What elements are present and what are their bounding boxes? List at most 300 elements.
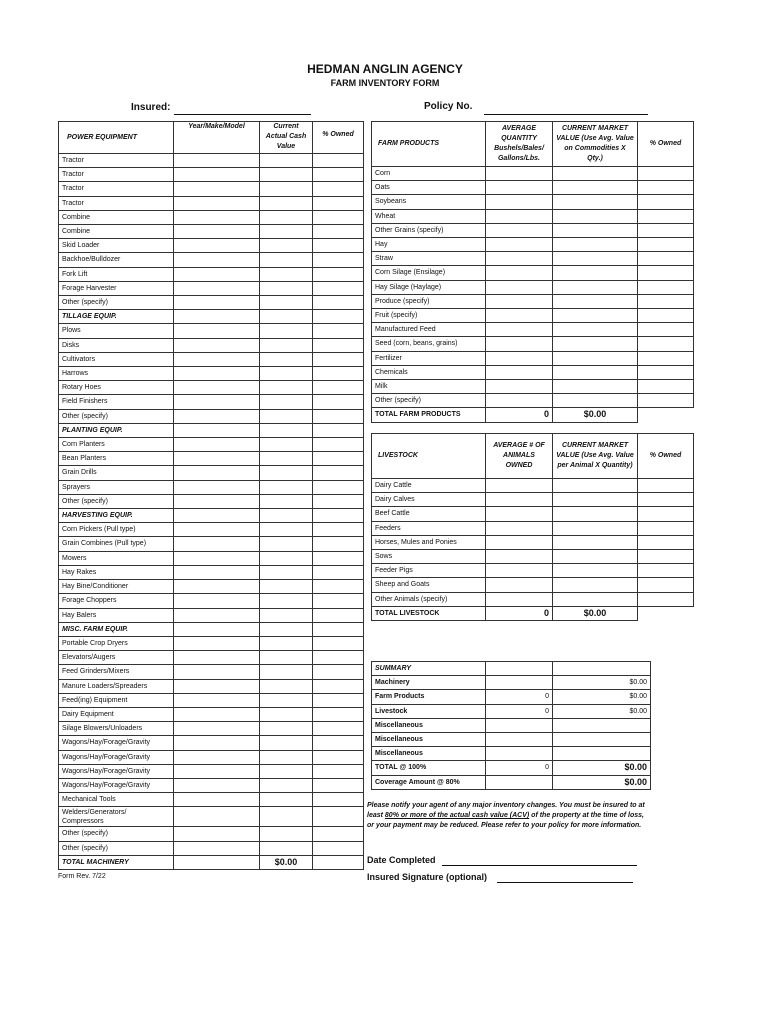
year-make-model-cell[interactable] [174, 452, 260, 466]
percent-owned-cell[interactable] [313, 537, 364, 551]
percent-owned-cell[interactable] [313, 281, 364, 295]
cash-value-cell[interactable] [260, 651, 313, 665]
percent-owned-cell[interactable] [313, 367, 364, 381]
percent-owned-cell[interactable] [313, 253, 364, 267]
item-label: Elevators/Augers [59, 651, 174, 665]
summary-quantity[interactable]: 0 [486, 690, 553, 704]
year-make-model-cell [174, 423, 260, 437]
cash-value-cell[interactable] [260, 679, 313, 693]
table-row [59, 841, 364, 855]
percent-owned-cell[interactable] [313, 239, 364, 253]
percent-owned-cell[interactable] [313, 608, 364, 622]
year-make-model-cell[interactable] [174, 665, 260, 679]
year-make-model-cell[interactable] [174, 764, 260, 778]
year-make-model-cell[interactable] [174, 636, 260, 650]
quantity-cell[interactable] [486, 380, 553, 394]
percent-owned-cell[interactable] [638, 479, 694, 493]
market-value-cell[interactable] [553, 564, 638, 578]
year-make-model-cell[interactable] [174, 267, 260, 281]
cash-value-cell[interactable] [260, 168, 313, 182]
item-label: Tractor [59, 154, 174, 168]
market-value-cell[interactable] [553, 479, 638, 493]
summary-value[interactable]: $0.00 [553, 775, 651, 789]
form-revision: Form Rev. 7/22 [58, 873, 106, 880]
percent-owned-cell[interactable] [313, 352, 364, 366]
cash-value-cell[interactable] [260, 196, 313, 210]
percent-owned-cell[interactable] [313, 523, 364, 537]
year-make-model-cell[interactable] [174, 210, 260, 224]
table-row [59, 196, 364, 210]
quantity-cell[interactable] [486, 394, 553, 408]
percent-owned-cell[interactable] [313, 480, 364, 494]
market-value-cell[interactable] [553, 252, 638, 266]
market-value-cell[interactable] [553, 493, 638, 507]
quantity-cell[interactable] [486, 181, 553, 195]
col-livestock: LIVESTOCK [372, 434, 486, 479]
total-quantity: 0 [486, 606, 553, 620]
percent-owned-cell[interactable] [638, 195, 694, 209]
table-row [59, 338, 364, 352]
year-make-model-cell[interactable] [174, 154, 260, 168]
percent-owned-cell[interactable] [313, 395, 364, 409]
percent-owned-cell[interactable] [638, 507, 694, 521]
cash-value-cell[interactable] [260, 267, 313, 281]
table-row [372, 167, 694, 181]
percent-owned-cell[interactable] [638, 223, 694, 237]
percent-owned-cell[interactable] [313, 722, 364, 736]
table-row [59, 381, 364, 395]
year-make-model-cell[interactable] [174, 565, 260, 579]
market-value-cell[interactable] [553, 181, 638, 195]
summary-label: Miscellaneous [372, 747, 486, 761]
percent-owned-cell[interactable] [313, 452, 364, 466]
table-row [59, 253, 364, 267]
cash-value-cell[interactable] [260, 324, 313, 338]
cash-value-cell[interactable] [260, 381, 313, 395]
percent-owned-cell[interactable] [313, 580, 364, 594]
summary-quantity[interactable] [486, 775, 553, 789]
quantity-cell[interactable] [486, 266, 553, 280]
quantity-cell[interactable] [486, 365, 553, 379]
summary-quantity[interactable] [486, 718, 553, 732]
summary-value[interactable] [553, 747, 651, 761]
section-label: TILLAGE EQUIP. [59, 310, 174, 324]
quantity-cell[interactable] [486, 521, 553, 535]
summary-quantity[interactable] [486, 733, 553, 747]
table-row [372, 592, 694, 606]
table-row [59, 827, 364, 841]
cash-value-cell[interactable] [260, 722, 313, 736]
year-make-model-cell[interactable] [174, 281, 260, 295]
year-make-model-cell[interactable] [174, 381, 260, 395]
market-value-cell[interactable] [553, 294, 638, 308]
year-make-model-cell[interactable] [174, 409, 260, 423]
percent-owned-cell[interactable] [313, 381, 364, 395]
summary-quantity[interactable]: 0 [486, 761, 553, 775]
percent-owned-cell[interactable] [313, 324, 364, 338]
table-row [372, 550, 694, 564]
table-row [372, 337, 694, 351]
summary-value[interactable]: $0.00 [553, 676, 651, 690]
cash-value-cell[interactable] [260, 551, 313, 565]
year-make-model-cell[interactable] [174, 841, 260, 855]
cash-value-cell[interactable] [260, 707, 313, 721]
percent-owned-cell[interactable] [313, 409, 364, 423]
total-label: TOTAL FARM PRODUCTS [372, 408, 486, 422]
cash-value-cell[interactable] [260, 210, 313, 224]
cash-value-cell[interactable] [260, 736, 313, 750]
percent-owned-cell[interactable] [638, 394, 694, 408]
year-make-model-cell[interactable] [174, 594, 260, 608]
percent-owned-cell[interactable] [638, 167, 694, 181]
market-value-cell[interactable] [553, 578, 638, 592]
year-make-model-cell[interactable] [174, 651, 260, 665]
quantity-cell[interactable] [486, 550, 553, 564]
percent-owned-cell[interactable] [313, 296, 364, 310]
table-row [59, 239, 364, 253]
col-farm-products: FARM PRODUCTS [372, 122, 486, 167]
percent-owned-cell[interactable] [313, 793, 364, 807]
cash-value-cell[interactable] [260, 239, 313, 253]
date-completed-field[interactable] [442, 865, 637, 866]
percent-owned-cell[interactable] [638, 294, 694, 308]
summary-value[interactable]: $0.00 [553, 761, 651, 775]
percent-owned-cell[interactable] [638, 238, 694, 252]
summary-quantity[interactable] [486, 747, 553, 761]
year-make-model-cell[interactable] [174, 466, 260, 480]
percent-owned-cell[interactable] [638, 535, 694, 549]
market-value-cell[interactable] [553, 167, 638, 181]
percent-owned-cell[interactable] [313, 750, 364, 764]
percent-owned-cell[interactable] [313, 594, 364, 608]
year-make-model-cell[interactable] [174, 324, 260, 338]
item-label: Corn Silage (Ensilage) [372, 266, 486, 280]
table-row [59, 267, 364, 281]
cash-value-cell[interactable] [260, 253, 313, 267]
market-value-cell[interactable] [553, 550, 638, 564]
percent-owned-cell[interactable] [638, 521, 694, 535]
cash-value-cell[interactable] [260, 594, 313, 608]
market-value-cell[interactable] [553, 238, 638, 252]
quantity-cell[interactable] [486, 323, 553, 337]
summary-label: Miscellaneous [372, 733, 486, 747]
year-make-model-cell[interactable] [174, 239, 260, 253]
year-make-model-cell[interactable] [174, 182, 260, 196]
quantity-cell[interactable] [486, 337, 553, 351]
market-value-cell[interactable] [553, 280, 638, 294]
item-label: Corn Planters [59, 438, 174, 452]
cash-value-cell[interactable] [260, 750, 313, 764]
table-row [59, 225, 364, 239]
percent-owned-cell[interactable] [313, 665, 364, 679]
total-machinery-value: $0.00 [260, 855, 313, 869]
summary-value[interactable] [553, 718, 651, 732]
percent-owned-cell[interactable] [638, 564, 694, 578]
market-value-cell[interactable] [553, 337, 638, 351]
policy-label: Policy No. [424, 101, 473, 112]
market-value-cell[interactable] [553, 507, 638, 521]
table-row [59, 281, 364, 295]
summary-value[interactable]: $0.00 [553, 704, 651, 718]
table-row [372, 564, 694, 578]
percent-owned-cell[interactable] [313, 841, 364, 855]
percent-owned-cell[interactable] [313, 651, 364, 665]
section-label: PLANTING EQUIP. [59, 423, 174, 437]
percent-owned-cell[interactable] [313, 196, 364, 210]
percent-owned-cell[interactable] [313, 679, 364, 693]
year-make-model-cell[interactable] [174, 352, 260, 366]
summary-label: Coverage Amount @ 80% [372, 775, 486, 789]
market-value-cell[interactable] [553, 535, 638, 549]
percent-owned-cell[interactable] [313, 764, 364, 778]
policy-number-field[interactable] [484, 114, 648, 115]
percent-owned-cell[interactable] [638, 380, 694, 394]
percent-owned-cell[interactable] [638, 280, 694, 294]
year-make-model-cell[interactable] [174, 168, 260, 182]
market-value-cell[interactable] [553, 380, 638, 394]
year-make-model-cell[interactable] [174, 778, 260, 792]
year-make-model-cell[interactable] [174, 338, 260, 352]
percent-owned-cell[interactable] [638, 592, 694, 606]
year-make-model-cell[interactable] [174, 707, 260, 721]
year-make-model-cell[interactable] [174, 722, 260, 736]
year-make-model-cell[interactable] [174, 253, 260, 267]
cash-value-cell[interactable] [260, 580, 313, 594]
cash-value-cell [260, 622, 313, 636]
col-current-market-value: CURRENT MARKET VALUE (Use Avg. Value per Animal X Quantity) [553, 434, 638, 479]
cash-value-cell[interactable] [260, 793, 313, 807]
cash-value-cell[interactable] [260, 665, 313, 679]
total-label: TOTAL LIVESTOCK [372, 606, 486, 620]
item-label: Tractor [59, 182, 174, 196]
cash-value-cell[interactable] [260, 154, 313, 168]
year-make-model-cell[interactable] [174, 480, 260, 494]
percent-owned-cell[interactable] [313, 466, 364, 480]
item-label: Other (specify) [372, 394, 486, 408]
year-make-model-cell[interactable] [174, 395, 260, 409]
cash-value-cell[interactable] [260, 480, 313, 494]
year-make-model-cell[interactable] [174, 793, 260, 807]
percent-owned-cell[interactable] [313, 827, 364, 841]
cash-value-cell[interactable] [260, 367, 313, 381]
summary-row [372, 690, 651, 704]
percent-owned-cell[interactable] [313, 210, 364, 224]
year-make-model-cell[interactable] [174, 438, 260, 452]
market-value-cell[interactable] [553, 323, 638, 337]
cash-value-cell[interactable] [260, 452, 313, 466]
summary-quantity[interactable]: 0 [486, 704, 553, 718]
item-label: Other Grains (specify) [372, 223, 486, 237]
cash-value-cell[interactable] [260, 778, 313, 792]
year-make-model-cell [174, 622, 260, 636]
market-value-cell[interactable] [553, 195, 638, 209]
year-make-model-cell[interactable] [174, 367, 260, 381]
market-value-cell[interactable] [553, 223, 638, 237]
table-row [59, 736, 364, 750]
year-make-model-cell[interactable] [174, 807, 260, 827]
item-label: Feed(ing) Equipment [59, 693, 174, 707]
summary-label: Livestock [372, 704, 486, 718]
quantity-cell[interactable] [486, 223, 553, 237]
market-value-cell[interactable] [553, 266, 638, 280]
percent-owned-cell[interactable] [638, 266, 694, 280]
percent-owned-cell[interactable] [313, 736, 364, 750]
percent-owned-cell [638, 606, 694, 620]
percent-owned-cell[interactable] [313, 551, 364, 565]
cash-value-cell[interactable] [260, 225, 313, 239]
percent-owned-cell[interactable] [638, 323, 694, 337]
summary-row [372, 704, 651, 718]
market-value-cell[interactable] [553, 209, 638, 223]
item-label: Wagons/Hay/Forage/Gravity [59, 764, 174, 778]
insured-field[interactable] [174, 114, 311, 115]
total-machinery-label: TOTAL MACHINERY [59, 855, 174, 869]
cash-value-cell[interactable] [260, 438, 313, 452]
percent-owned-cell[interactable] [638, 252, 694, 266]
year-make-model-cell[interactable] [174, 608, 260, 622]
table-row [59, 693, 364, 707]
quantity-cell[interactable] [486, 535, 553, 549]
item-label: Mechanical Tools [59, 793, 174, 807]
market-value-cell[interactable] [553, 365, 638, 379]
year-make-model-cell[interactable] [174, 750, 260, 764]
item-label: Sows [372, 550, 486, 564]
percent-owned-cell[interactable] [313, 693, 364, 707]
year-make-model-cell[interactable] [174, 736, 260, 750]
market-value-cell[interactable] [553, 394, 638, 408]
percent-owned-cell[interactable] [313, 267, 364, 281]
quantity-cell[interactable] [486, 493, 553, 507]
summary-value[interactable]: $0.00 [553, 690, 651, 704]
percent-owned-cell[interactable] [638, 493, 694, 507]
col-current-acv: Current Actual Cash Value [260, 122, 313, 154]
percent-owned-cell[interactable] [313, 778, 364, 792]
quantity-cell[interactable] [486, 280, 553, 294]
insured-signature-field[interactable] [497, 882, 633, 883]
market-value-cell[interactable] [553, 592, 638, 606]
cash-value-cell[interactable] [260, 565, 313, 579]
quantity-cell[interactable] [486, 294, 553, 308]
cash-value-cell[interactable] [260, 409, 313, 423]
table-row [372, 323, 694, 337]
percent-owned-cell[interactable] [313, 154, 364, 168]
cash-value-cell[interactable] [260, 827, 313, 841]
item-label: Other Animals (specify) [372, 592, 486, 606]
quantity-cell[interactable] [486, 592, 553, 606]
table-row [59, 466, 364, 480]
percent-owned-cell[interactable] [313, 494, 364, 508]
percent-owned-cell[interactable] [313, 168, 364, 182]
percent-owned-cell[interactable] [313, 182, 364, 196]
quantity-cell[interactable] [486, 209, 553, 223]
percent-owned-cell[interactable] [313, 438, 364, 452]
year-make-model-cell[interactable] [174, 523, 260, 537]
cash-value-cell[interactable] [260, 764, 313, 778]
section-label: MISC. FARM EQUIP. [59, 622, 174, 636]
year-make-model-cell[interactable] [174, 580, 260, 594]
year-make-model-cell[interactable] [174, 537, 260, 551]
summary-value[interactable] [553, 733, 651, 747]
percent-owned-cell[interactable] [638, 365, 694, 379]
quantity-cell[interactable] [486, 507, 553, 521]
percent-owned-cell[interactable] [313, 225, 364, 239]
cash-value-cell[interactable] [260, 807, 313, 827]
percent-owned-cell[interactable] [638, 351, 694, 365]
cash-value-cell[interactable] [260, 395, 313, 409]
market-value-cell[interactable] [553, 351, 638, 365]
quantity-cell[interactable] [486, 309, 553, 323]
quantity-cell[interactable] [486, 578, 553, 592]
year-make-model-cell[interactable] [174, 693, 260, 707]
item-label: Manure Loaders/Spreaders [59, 679, 174, 693]
quantity-cell[interactable] [486, 167, 553, 181]
quantity-cell[interactable] [486, 238, 553, 252]
percent-owned-cell[interactable] [638, 181, 694, 195]
cash-value-cell[interactable] [260, 466, 313, 480]
table-row [59, 352, 364, 366]
cash-value-cell[interactable] [260, 841, 313, 855]
cash-value-cell[interactable] [260, 537, 313, 551]
year-make-model-cell[interactable] [174, 679, 260, 693]
table-row [59, 807, 364, 827]
quantity-cell[interactable] [486, 351, 553, 365]
item-label: Straw [372, 252, 486, 266]
percent-owned-cell[interactable] [638, 578, 694, 592]
cash-value-cell[interactable] [260, 296, 313, 310]
cash-value-cell[interactable] [260, 523, 313, 537]
quantity-cell[interactable] [486, 195, 553, 209]
percent-owned-cell[interactable] [313, 707, 364, 721]
year-make-model-cell[interactable] [174, 827, 260, 841]
table-row [372, 238, 694, 252]
year-make-model-cell[interactable] [174, 296, 260, 310]
cash-value-cell[interactable] [260, 352, 313, 366]
market-value-cell[interactable] [553, 309, 638, 323]
quantity-cell[interactable] [486, 564, 553, 578]
percent-owned-cell[interactable] [313, 807, 364, 827]
percent-owned-cell[interactable] [313, 565, 364, 579]
cash-value-cell[interactable] [260, 494, 313, 508]
quantity-cell[interactable] [486, 479, 553, 493]
quantity-cell[interactable] [486, 252, 553, 266]
notice-text: Please notify your agent of any major inventory changes. You must be insured to at least [367, 802, 645, 819]
cash-value-cell[interactable] [260, 182, 313, 196]
market-value-cell[interactable] [553, 521, 638, 535]
percent-owned-cell[interactable] [638, 309, 694, 323]
cash-value-cell [260, 509, 313, 523]
item-label: Produce (specify) [372, 294, 486, 308]
cash-value-cell[interactable] [260, 693, 313, 707]
year-make-model-cell[interactable] [174, 494, 260, 508]
percent-owned-cell[interactable] [638, 337, 694, 351]
percent-owned-cell [313, 622, 364, 636]
year-make-model-cell[interactable] [174, 196, 260, 210]
table-row [372, 535, 694, 549]
percent-owned-cell[interactable] [313, 338, 364, 352]
percent-owned-cell[interactable] [638, 209, 694, 223]
summary-quantity[interactable] [486, 676, 553, 690]
table-row [59, 750, 364, 764]
percent-owned-cell[interactable] [313, 636, 364, 650]
year-make-model-cell[interactable] [174, 551, 260, 565]
cash-value-cell[interactable] [260, 608, 313, 622]
cash-value-cell[interactable] [260, 281, 313, 295]
table-row [59, 651, 364, 665]
cash-value-cell[interactable] [260, 338, 313, 352]
cash-value-cell[interactable] [260, 636, 313, 650]
year-make-model-cell[interactable] [174, 225, 260, 239]
percent-owned-cell[interactable] [638, 550, 694, 564]
